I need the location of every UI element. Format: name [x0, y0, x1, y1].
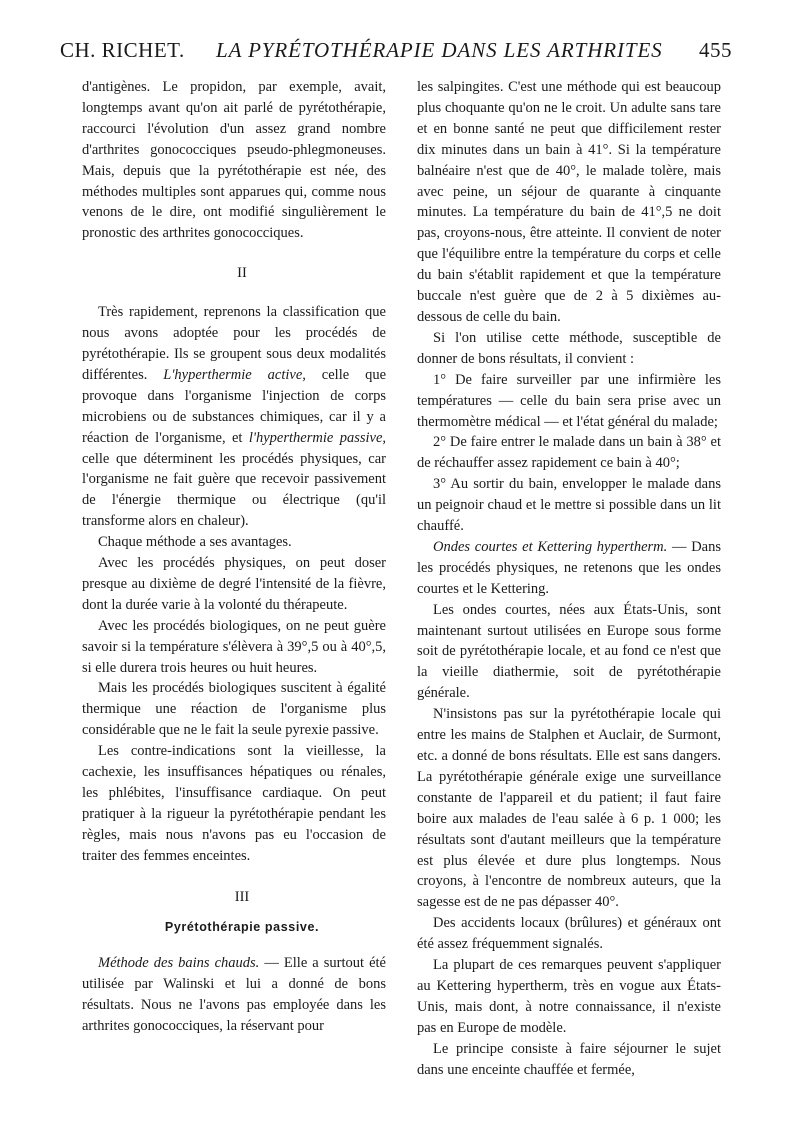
- right-column: [417, 77, 721, 1081]
- italic-term: l'hyperthermie passive,: [248, 429, 387, 446]
- header-author: CH. RICHET.: [60, 38, 185, 62]
- list-item: 1° De faire surveiller par une infirmière les températures — celle du bain sera prise avec un thermomètre médical — et l'état général du malade;: [417, 371, 721, 430]
- paragraph: Si l'on utilise cette méthode, susceptible de donner de bons résultats, il convient :: [417, 329, 721, 367]
- section-heading: Pyrétothérapie passive.: [164, 919, 320, 934]
- paragraph: les salpingites. C'est une méthode qui est beaucoup plus choquante qu'on ne le croit. Un adulte sans tare et en bonne santé ne peut que difficilement rester dix minutes dans un bain à 41°. Si la température balnéaire n'est que de 40°, le malade tolère, mais avec peine, un séjour de quarante à cinquante minutes. La température du bain de 41°,5 ne doit pas, croyons-nous, être atteinte. Il convient de noter que l'équilibre entre la température du corps et celle du bain s'établit rapidement et que la température buccale n'est guère que de 2 à 5 dixièmes au-dessous de celle du bain.: [417, 79, 721, 325]
- paragraph: Le principe consiste à faire séjourner le sujet dans une enceinte chauffée et fermée,: [417, 1040, 721, 1078]
- left-column: [82, 77, 386, 1037]
- page-number: 455: [699, 38, 732, 62]
- paragraph: Avec les procédés physiques, on peut doser presque au dixième de degré l'intensité de la fièvre, dont la durée varie à la volonté du thérapeute.: [82, 555, 386, 613]
- list-item: 3° Au sortir du bain, envelopper le malade dans un peignoir chaud et le mettre si possible dans un lit chauffé.: [417, 476, 721, 535]
- paragraph: Méthode des bains chauds. — Elle a surtout été utilisée par Walinski et lui a donné de bons résultats. Nous ne l'avons pas employée dans les arthrites gonococciques, la réservant pour: [82, 955, 386, 1035]
- section-number: II: [237, 265, 247, 282]
- list-item: 2° De faire entrer le malade dans un bain à 38° et de réchauffer assez rapidement ce bain à 40°;: [417, 434, 721, 472]
- header-title: LA PYRÉTOTHÉRAPIE DANS LES ARTHRITES: [216, 38, 663, 62]
- paragraph: d'antigènes. Le propidon, par exemple, avait, longtemps avant qu'on ait parlé de pyrétothérapie, raccourci l'évolution d'un assez grand nombre d'arthrites gonococciques pseudo-phlegmoneuses. Mais, depuis que la pyrétothérapie est née, des méthodes multiples sont apparues qui, comme nous venons de le dire, ont modifié singulièrement le pronostic des arthrites gonococciques.: [82, 79, 386, 242]
- section-number: III: [234, 888, 250, 905]
- paragraph: Chaque méthode a ses avantages.: [98, 534, 292, 551]
- paragraph: Avec les procédés biologiques, on ne peut guère savoir si la température s'élèvera à 39°,5 ou à 40°,5, si elle durera trois heures ou huit heures.: [82, 617, 386, 676]
- paragraph: Ondes courtes et Kettering hypertherm. — Dans les procédés physiques, ne retenons que les ondes courtes et le Kettering.: [417, 538, 721, 597]
- paragraph: Très rapidement, reprenons la classification que nous avons adoptée pour les procédés de pyrétothérapie. Ils se groupent sous deux modalités différentes. L'hyperthermie active, celle que provoque dans l'organisme l'injection de corps microbiens ou de substances chimiques, car il y a réaction de l'organisme, et l'hyperthermie passive, celle que déterminent les procédés physiques, car l'organisme ne fait guère que recevoir passivement de l'énergie thermique ou électrique (qu'il transforme alors en chaleur).: [82, 304, 387, 530]
- italic-term: L'hyperthermie active,: [163, 366, 306, 383]
- paragraph: Des accidents locaux (brûlures) et généraux ont été assez fréquemment signalés.: [417, 915, 721, 953]
- running-header: [60, 38, 732, 72]
- paragraph: Mais les procédés biologiques suscitent à égalité thermique une réaction de l'organisme plus considérable que ne le fait la seule pyrexie passive.: [82, 680, 386, 739]
- paragraph: La plupart de ces remarques peuvent s'appliquer au Kettering hypertherm, très en vogue aux États-Unis, mais dont, à notre connaissance, il n'existe pas en Europe de modèle.: [417, 957, 721, 1036]
- italic-term: Méthode des bains chauds.: [98, 955, 260, 972]
- paragraph: Les ondes courtes, nées aux États-Unis, sont maintenant surtout utilisées en Europe sous forme soit de pyrétothérapie locale, et au fond ce n'est que la vieille diathermie, soit de pyrétothérapie générale.: [417, 601, 721, 702]
- paragraph: N'insistons pas sur la pyrétothérapie locale qui entre les mains de Stalphen et Auclair, de Surmont, etc. a donné de bons résultats. Elle est sans dangers. La pyrétothérapie générale exige une surveillance constante de l'appareil et du patient; il faut faire boire aux malades de l'eau salée à 6 p. 1 000; les résultats sont d'autant meilleurs que la température est plus élevée et dure plus longtemps. Nous croyons, à l'encontre de nombreux auteurs, que la sagesse est de ne pas dépasser 40°.: [417, 706, 721, 911]
- paragraph: Les contre-indications sont la vieillesse, la cachexie, les insuffisances hépatiques ou rénales, les phlébites, l'insuffisance cardiaque. On peut pratiquer à la rigueur la pyrétothérapie pendant les règles, mais nous n'avons pas eu l'occasion de traiter des femmes enceintes.: [82, 743, 386, 864]
- italic-term: Ondes courtes et Kettering hypertherm.: [433, 538, 668, 555]
